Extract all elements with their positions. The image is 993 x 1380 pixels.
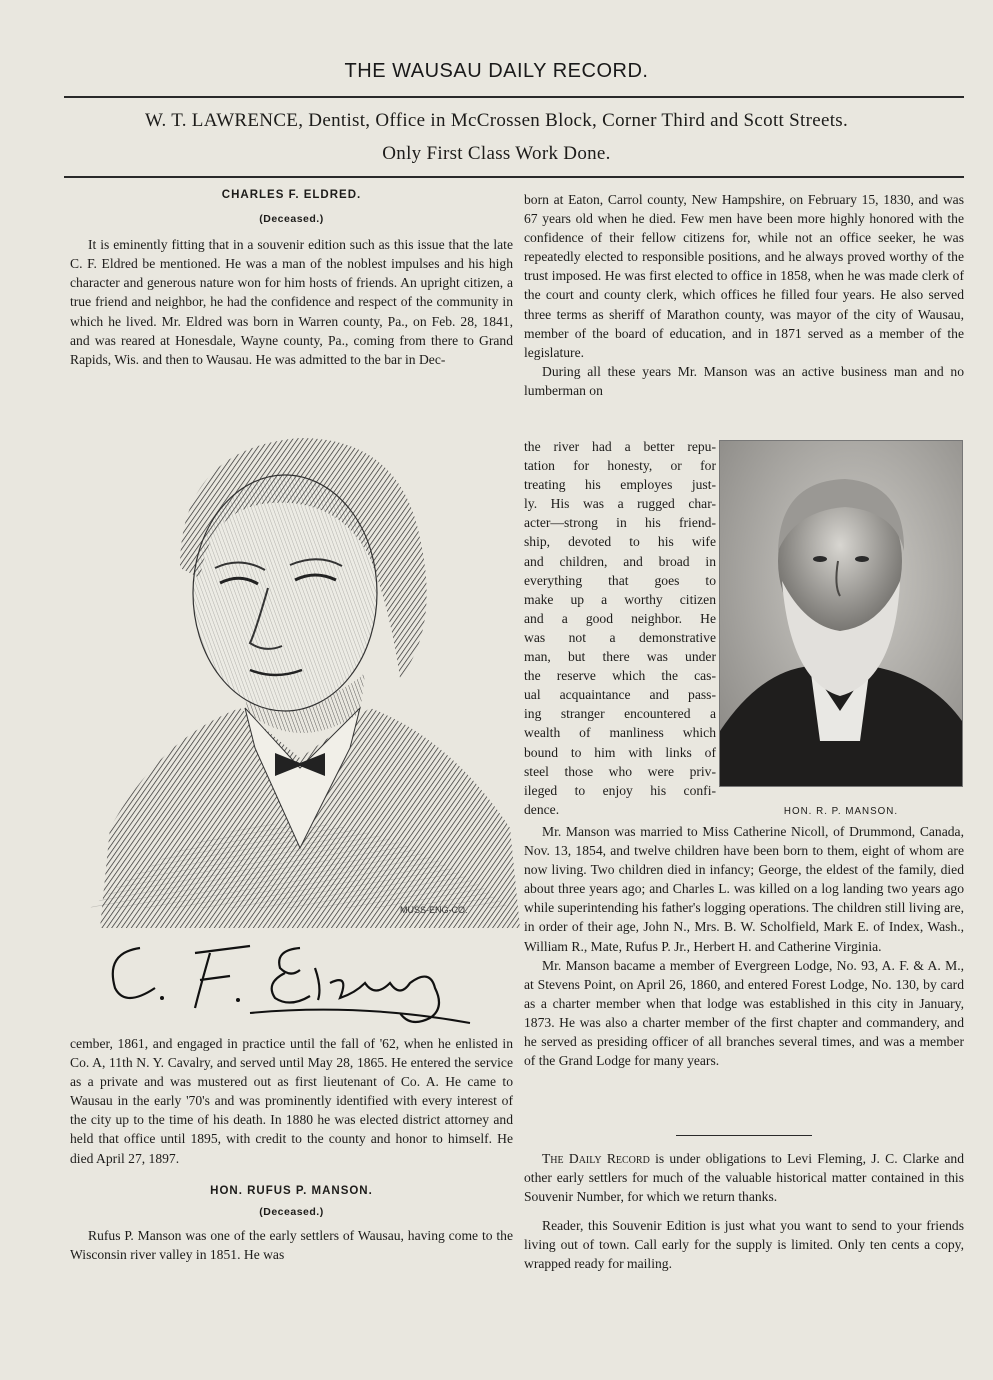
right-column-bottom xyxy=(524,822,964,1070)
narrow-text-line: acter—strong in his friend- xyxy=(524,515,716,531)
narrow-text-line: ing stranger encountered a xyxy=(524,706,716,722)
narrow-text-line: man, but there was under xyxy=(524,649,716,665)
eldred-paragraph-2: cember, 1861, and engaged in practice until the fall of '62, when he enlisted in Co. A, 11th N. Y. Cavalry, and served until May 28, 1865. He entered the service as a private and was mustered out as first lieutenant of Co. A. He came to Wausau in the early '70's and was prominently identified with every interest of the city up to the time of his death. In 1880 he was elected district attorney and held that office until 1895, with credit to the county and honor to himself. He died April 27, 1897. xyxy=(70,1036,513,1166)
narrow-text-line: and children, and broad in xyxy=(524,553,716,569)
narrow-text-line: and a good neighbor. He xyxy=(524,610,716,626)
obligations-text: is under obligations to Levi Fleming, J. C. Clarke and other early settlers for much of the valuable historical matter contained in this Souvenir Number, for which we return thanks. xyxy=(524,1151,964,1205)
manson-heading: HON. RUFUS P. MANSON. xyxy=(210,1184,373,1197)
narrow-text-line: was not a demonstrative xyxy=(524,629,716,645)
section-divider xyxy=(676,1135,812,1136)
manson-subheading: (Deceased.) xyxy=(259,1205,324,1218)
narrow-text-line: everything that goes to xyxy=(524,572,716,588)
daily-record-name: The Daily Record xyxy=(542,1151,650,1166)
left-column-bottom xyxy=(70,1034,513,1264)
narrow-text-line: ual acquaintance and pass- xyxy=(524,687,716,703)
advertisement-rule xyxy=(64,176,964,178)
masthead-rule xyxy=(64,96,964,98)
narrow-text-line: steel those who were priv- xyxy=(524,763,716,779)
narrow-text-line: ly. His was a rugged char- xyxy=(524,496,716,512)
manson-paragraph-1-continued: born at Eaton, Carrol county, New Hampshire, on February 15, 1830, and was 67 years old when he died. Few men have been more highly honored with the confidence of their fellow citizens for, while not an office seeker, he was repeatedly elected to responsible positions, and he always proved worthy of the trust imposed. He was first elected to office in 1858, when he was made clerk of the court and county clerk, which offices he filled four years. He also served three terms as sheriff of Marathon county, was mayor of the city of Wausau, member of the board of education, and in 1871 served as a member of the legislature. xyxy=(524,192,964,360)
eldred-subheading: (Deceased.) xyxy=(259,213,324,226)
right-column-top xyxy=(524,190,964,400)
narrow-text-line: bound to him with links of xyxy=(524,744,716,760)
right-column-narrow xyxy=(524,437,716,819)
narrow-text-line: tation for honesty, or for xyxy=(524,458,716,474)
narrow-text-line: ileged to enjoy his confi- xyxy=(524,782,716,798)
narrow-text-line: wealth of manliness which xyxy=(524,725,716,741)
reader-notice: Reader, this Souvenir Edition is just what you want to send to your friends living out of town. Call early for the supply is limited. Only ten cents a copy, wrapped ready for mailing. xyxy=(524,1218,964,1272)
manson-paragraph-3: Mr. Manson was married to Miss Catherine Nicoll, of Drummond, Canada, Nov. 13, 1854, and twelve children have been born to them, eight of whom are now living. Two children died in infancy; George, the eldest of the family, died about three years ago; and Charles L. was killed on a log landing two years ago while superintending his father's logging operations. The children still living are, in order of their age, John N., Mrs. B. W. Scholfield, Mark E. of Index, Wash., William R., Mate, Rufus P. Jr., Herbert H. and Catherine Virginia. xyxy=(524,824,964,954)
manson-paragraph-1: Rufus P. Manson was one of the early settlers of Wausau, having come to the Wisconsin river valley in 1851. He was xyxy=(70,1227,513,1262)
eldred-heading: CHARLES F. ELDRED. xyxy=(221,189,362,201)
manson-photograph xyxy=(719,440,963,787)
engraver-mark: MUSS-ENG-CO. xyxy=(400,905,468,915)
narrow-text-line: treating his employes just- xyxy=(524,477,716,493)
masthead-title: THE WAUSAU DAILY RECORD. xyxy=(344,60,649,82)
dentist-advertisement-tagline: Only First Class Work Done. xyxy=(382,143,611,164)
eldred-portrait-engraving xyxy=(70,408,520,928)
narrow-text-line: dence. xyxy=(524,801,560,817)
manson-photo-caption: HON. R. P. MANSON. xyxy=(783,806,899,817)
eldred-paragraph-1: It is eminently fitting that in a souvenir edition such as this issue that the late C. F. Eldred be mentioned. He was a man of the noblest impulses and his high character and generous nature won for him hosts of friends. An upright citizen, a true friend and neighbor, he had the confidence and respect of the community in which he lived. Mr. Eldred was born in Warren county, Pa., on Feb. 28, 1841, and was reared at Honesdale, Wayne county, Pa., coming from there to Grand Rapids, Wis. and then to Wausau. He was admitted to the bar in Dec- xyxy=(70,237,513,367)
narrow-text-line: make up a worthy citizen xyxy=(524,591,716,607)
left-column-top xyxy=(70,186,513,369)
narrow-text-line: ship, devoted to his wife xyxy=(524,534,716,550)
eldred-signature xyxy=(100,928,500,1038)
narrow-text-line: the reserve which the cas- xyxy=(524,668,716,684)
manson-paragraph-2-lead: During all these years Mr. Manson was an active business man and no lumberman on xyxy=(524,363,964,398)
narrow-text-line: the river had a better repu- xyxy=(524,439,716,454)
notice-block xyxy=(524,1149,964,1274)
dentist-advertisement: W. T. LAWRENCE, Dentist, Office in McCrossen Block, Corner Third and Scott Streets. xyxy=(144,110,849,131)
manson-paragraph-4: Mr. Manson bacame a member of Evergreen Lodge, No. 93, A. F. & A. M., at Stevens Point, on April 26, 1860, and entered Forest Lodge, No. 130, by card as a charter member when that lodge was established in this city in January, 1873. He was also a charter member of the first chapter and commandery, and he served as presiding officer of all branches several times, and was a member of the Grand Lodge for many years. xyxy=(524,957,964,1069)
obligations-notice xyxy=(524,1149,964,1206)
